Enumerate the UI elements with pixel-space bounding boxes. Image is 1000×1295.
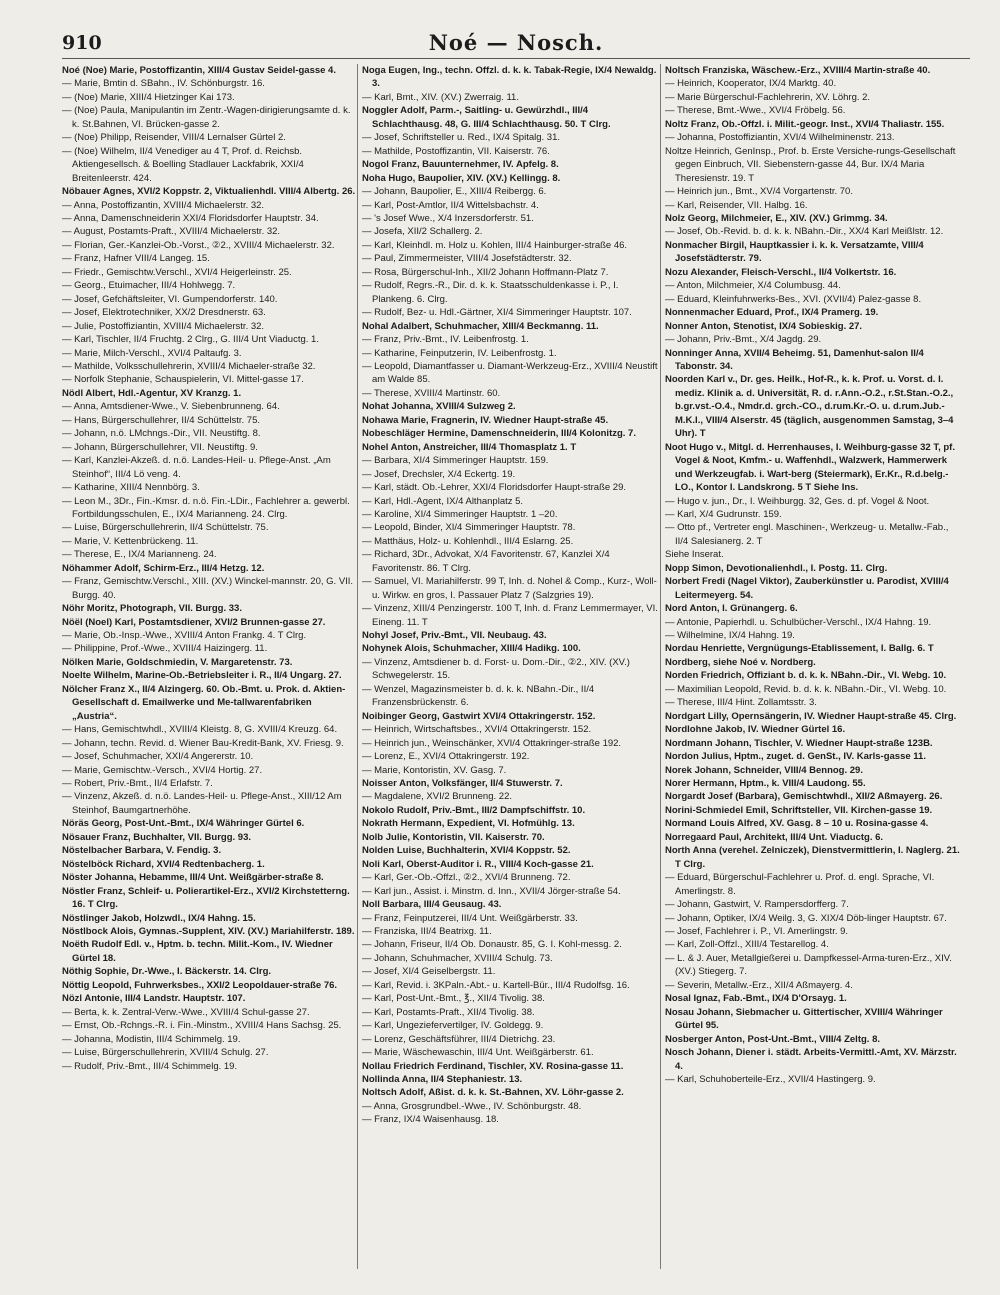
directory-entry: — Josef, Gefchäftsleiter, VI. Gumpendorferstr. 140.: [62, 293, 278, 305]
page-number: 910: [62, 32, 102, 54]
directory-entry: — Norfolk Stephanie, Schauspielerin, VI. Mittel-gasse 17.: [62, 374, 304, 386]
directory-entry: Nohal Adalbert, Schuhmacher, XIII/4 Beckmanng. 11.: [362, 320, 599, 332]
directory-entry: Nolb Julie, Kontoristin, VII. Kaiserstr. 70.: [362, 831, 545, 843]
directory-entry: Noëth Rudolf Edl. v., Hptm. b. techn. Milit.-Kom., IV. Wiedner Gürtel 18.: [62, 939, 333, 964]
directory-entry: — Josef, Schriftsteller u. Red., IX/4 Spitalg. 31.: [362, 132, 561, 144]
directory-entry: — Johann, Optiker, IX/4 Weilg. 3, G. XIX/4 Döb-linger Hauptstr. 67.: [665, 912, 947, 924]
directory-entry: — Johann, techn. Revid. d. Wiener Bau-Kredit-Bank, XV. Friesg. 9.: [62, 737, 344, 749]
directory-columns: [62, 64, 972, 1284]
directory-entry: Nöster Johanna, Hebamme, III/4 Unt. Weißgärber-straße 8.: [62, 872, 324, 884]
directory-entry: Noelte Wilhelm, Marine-Ob.-Betriebsleiter i. R., II/4 Ungarg. 27.: [62, 670, 342, 682]
column-2: [362, 64, 658, 1284]
directory-entry: Nohyl Josef, Priv.-Bmt., VII. Neubaug. 43.: [362, 630, 547, 642]
directory-entry: Noha Hugo, Baupolier, XIV. (XV.) Kellingg. 8.: [362, 172, 561, 184]
directory-entry: Nonner Anton, Stenotist, IX/4 Sobieskig. 27.: [665, 320, 863, 332]
directory-entry: — Josef, Fachlehrer i. P., VI. Amerlingstr. 9.: [665, 926, 849, 937]
directory-entry: — Heinrich, Wirtschaftsbes., XVI/4 Ottakringerstr. 152.: [362, 724, 592, 736]
directory-entry: Nöstelbacher Barbara, V. Fendig. 3.: [62, 845, 222, 857]
directory-entry: — Heinrich, Kooperator, IX/4 Marktg. 40.: [665, 78, 837, 90]
directory-entry: Noltz Franz, Ob.-Offzl. i. Milit.-geogr. Inst., XVI/4 Thaliastr. 155.: [665, 118, 945, 130]
directory-entry: — Karl, Ungeziefervertilger, IV. Goldegg. 9.: [362, 1020, 544, 1032]
directory-entry: — L. & J. Auer, Metallgießerei u. Dampfkessel-Arma-turen-Erz., XIV. (XV.) Stiegerg. 7.: [665, 952, 952, 978]
directory-entry: Nonnenmacher Eduard, Prof., IX/4 Pramerg. 19.: [665, 307, 879, 319]
directory-entry: Nordlohne Jakob, IV. Wiedner Gürtel 16.: [665, 724, 846, 736]
directory-entry: Nosberger Anton, Post-Unt.-Bmt., VIII/4 Zeltg. 8.: [665, 1033, 880, 1045]
directory-entry: Norbert Fredi (Nagel Viktor), Zauberkünstler u. Parodist, XVIII/4 Leitermeyerg. 54.: [665, 576, 949, 601]
directory-entry: — Franz, Priv.-Bmt., IV. Leibenfrostg. 1.: [362, 334, 529, 346]
directory-entry: — Eduard, Kleinfuhrwerks-Bes., XVI. (XVII/4) Palez-gasse 8.: [665, 293, 922, 305]
directory-entry: — Franz, IX/4 Waisenhausg. 18.: [362, 1114, 499, 1126]
directory-entry: Nölken Marie, Goldschmiedin, V. Margaretenstr. 73.: [62, 656, 293, 668]
directory-entry: — Marie, V. Kettenbrückeng. 11.: [62, 535, 199, 547]
directory-entry: Nord Anton, I. Grünangerg. 6.: [665, 603, 798, 615]
directory-entry: Nöstlinger Jakob, Holzwdl., IX/4 Hahng. 15.: [62, 912, 256, 924]
directory-entry: Noé (Noe) Marie, Postoffizantin, XIII/4 Gustav Seidel-gasse 4.: [62, 65, 336, 76]
directory-entry: Noltze Heinrich, GenInsp., Prof. b. Erste Versiche-rungs-Gesellschaft gegen Einbruch, VII. Siebenstern-gasse 44, Bur. IX/4 Maria Theresienstr. 19. T: [665, 145, 956, 184]
directory-entry: Nolden Luise, Buchhalterin, XVI/4 Koppstr. 52.: [362, 845, 571, 857]
directory-entry: — Barbara, XI/4 Simmeringer Hauptstr. 159.: [362, 455, 549, 467]
directory-entry: Nopp Simon, Devotionalienhdl., I. Postg. 11. Clrg.: [665, 562, 888, 574]
directory-entry: — Josef, Drechsler, X/4 Eckertg. 19.: [362, 468, 516, 480]
directory-entry: — Karl, Revid. i. 3KPaln.-Abt.- u. Kartell-Bür., III/4 Rudolfsg. 16.: [362, 979, 630, 991]
directory-entry: Norgardt Josef (Barbara), Gemischtwhdl., XII/2 Aßmayerg. 26.: [665, 791, 943, 803]
directory-entry: Nöttig Leopold, Fuhrwerksbes., XXI/2 Leopoldauer-straße 76.: [62, 979, 338, 991]
directory-entry: — Anna, Amtsdiener-Wwe., V. Siebenbrunneng. 64.: [62, 401, 280, 413]
directory-entry: — Mathilde, Postoffizantin, VII. Kaiserstr. 76.: [362, 145, 550, 157]
directory-entry: — Vinzenz, Akzeß. d. n.ö. Landes-Heil- u. Pflege-Anst., XIII/12 Am Steinhof, Baumgartnerhöhe.: [62, 791, 342, 816]
directory-entry: Nöräs Georg, Post-Unt.-Bmt., IX/4 Währinger Gürtel 6.: [62, 818, 305, 830]
directory-entry: Noli Karl, Oberst-Auditor i. R., VIII/4 Koch-gasse 21.: [362, 858, 594, 870]
directory-entry: — Josef, Elektrotechniker, XX/2 Dresdnerstr. 63.: [62, 307, 266, 319]
directory-entry: — Heinrich jun., Weinschänker, XVI/4 Ottakringer-straße 192.: [362, 737, 622, 749]
directory-entry: — Samuel, VI. Mariahilferstr. 99 T, Inh. d. Nohel & Comp., Kurz-, Woll- u. Wirkw. en gros, I. Passauer Platz 7 (Salzgries 19).: [362, 576, 657, 601]
directory-entry: — Karl, Post-Amtlor, II/4 Wittelsbachstr. 4.: [362, 199, 539, 211]
directory-entry: Nokolo Rudolf, Priv.-Bmt., III/2 Dampfschiffstr. 10.: [362, 804, 586, 816]
directory-entry: — Josef, Ob.-Revid. b. d. k. k. NBahn.-Dir., XX/4 Karl Meißlstr. 12.: [665, 226, 944, 238]
directory-entry: — (Noe) Philipp, Reisender, VIII/4 Lernalser Gürtel 2.: [62, 132, 286, 144]
directory-entry: Noot Hugo v., Mitgl. d. Herrenhauses, I. Weihburg-gasse 32 T, pf. Vogel & Noot, Kmfm.- u. Waffenhdl., Walzwerk, Hammerwerk und Werkzeugfab. i. Wart-berg (Steiermark), Er.Kr., R.d.belg.-LO., Kontor I. Landskrong. 5 T Siehe Ins.: [665, 441, 955, 494]
directory-entry: Nordmann Johann, Tischler, V. Wiedner Haupt-straße 123B.: [665, 737, 933, 749]
directory-entry: — Therese, III/4 Hint. Zollamtsstr. 3.: [665, 697, 817, 709]
directory-entry: Nordau Henriette, Vergnügungs-Etablissement, I. Ballg. 6. T: [665, 643, 934, 655]
directory-entry: Norini-Schmiedel Emil, Schriftsteller, VII. Kirchen-gasse 19.: [665, 804, 933, 816]
directory-entry: Nöhr Moritz, Photograph, VII. Burgg. 33.: [62, 603, 242, 615]
directory-entry: — Franz, Gemischtw.Verschl., XIII. (XV.) Winckel-mannstr. 20, G. VII. Burgg. 40.: [62, 576, 354, 601]
directory-entry: — Wilhelmine, IX/4 Hahng. 19.: [665, 630, 795, 642]
directory-entry: — Karl, Hdl.-Agent, IX/4 Althanplatz 5.: [362, 495, 524, 507]
directory-entry: — Rudolf, Priv.-Bmt., III/4 Schimmelg. 19.: [62, 1060, 238, 1072]
directory-entry: Nozu Alexander, Fleisch-Verschl., II/4 Volkertstr. 16.: [665, 266, 897, 278]
directory-entry: — Leopold, Diamantfasser u. Diamant-Werkzeug-Erz., XVIII/4 Neustift am Walde 85.: [362, 360, 658, 386]
directory-entry: — Franz, Hafner VIII/4 Langeg. 15.: [62, 253, 210, 265]
running-head: Noé — Nosch.: [428, 30, 604, 55]
directory-entry: — Therese, XVIII/4 Martinstr. 60.: [362, 387, 501, 399]
column-3: [665, 64, 961, 1284]
directory-entry: — Eduard, Bürgerschul-Fachlehrer u. Prof. d. engl. Sprache, VI. Amerlingstr. 8.: [665, 872, 935, 897]
directory-entry: — Karoline, XI/4 Simmeringer Hauptstr. 1 –20.: [362, 508, 558, 520]
directory-entry: — Rudolf, Bez- u. Hdl.-Gärtner, XI/4 Simmeringer Hauptstr. 107.: [362, 307, 632, 319]
directory-entry: — Karl, Bmt., XIV. (XV.) Zwerraig. 11.: [362, 91, 519, 103]
directory-entry: Nödl Albert, Hdl.-Agentur, XV Kranzg. 1.: [62, 387, 242, 399]
directory-entry: Norregaard Paul, Architekt, III/4 Unt. Viaductg. 6.: [665, 831, 884, 843]
directory-entry: Nonmacher Birgil, Hauptkassier i. k. k. Versatzamte, VIII/4 Josefstädterstr. 79.: [665, 239, 924, 265]
directory-entry: — Karl, Post-Unt.-Bmt., ℥., XII/4 Tivolig. 38.: [362, 993, 545, 1005]
directory-entry: — Karl, Postamts-Praft., XII/4 Tivolig. 38.: [362, 1006, 535, 1018]
directory-entry: Noibinger Georg, Gastwirt XVI/4 Ottakringerstr. 152.: [362, 710, 596, 722]
directory-entry: — Katharine, XIII/4 Nennbörg. 3.: [62, 482, 200, 494]
directory-entry: — Julie, Postoffiziantin, XVIII/4 Michaelerstr. 32.: [62, 320, 265, 332]
directory-entry: Nordberg, siehe Noé v. Nordberg.: [665, 656, 816, 668]
directory-entry: — Marie, Bmtin d. SBahn., IV. Schönburgstr. 16.: [62, 78, 265, 90]
directory-entry: — Rudolf, Regrs.-R., Dir. d. k. k. Staatsschuldenkasse i. P., I. Plankeng. 6. Clrg.: [362, 280, 619, 305]
directory-entry: Nobeschläger Hermine, Damenschneiderin, III/4 Kolonitzg. 7.: [362, 428, 636, 440]
directory-entry: — Lorenz, E., XVI/4 Ottakringerstr. 192.: [362, 751, 530, 763]
directory-entry: — Heinrich jun., Bmt., XV/4 Vorgartenstr. 70.: [665, 186, 853, 198]
directory-entry: — Johann, n.ö. LMchngs.-Dir., VII. Neustiftg. 8.: [62, 428, 261, 440]
directory-entry: — Anton, Milchmeier, X/4 Columbusg. 44.: [665, 280, 841, 292]
directory-entry: Nokrath Hermann, Expedient, VI. Hofmühlg. 13.: [362, 818, 575, 830]
directory-entry: — Karl, Reisender, VII. Halbg. 16.: [665, 199, 808, 211]
directory-entry: — Vinzenz, Amtsdiener b. d. Forst- u. Dom.-Dir., ②2., XIV. (XV.) Schwegelerstr. 15.: [362, 656, 630, 682]
directory-entry: Nösauer Franz, Buchhalter, VII. Burgg. 93.: [62, 831, 251, 843]
directory-entry: — Anna, Grosgrundbel.-Wwe., IV. Schönburgstr. 48.: [362, 1100, 582, 1112]
directory-entry: — Leopold, Binder, XI/4 Simmeringer Hauptstr. 78.: [362, 522, 576, 534]
directory-entry: — Marie, Milch-Verschl., XVI/4 Paltaufg. 3.: [62, 347, 242, 359]
directory-entry: — Philippine, Prof.-Wwe., XVIII/4 Haizingerg. 11.: [62, 643, 268, 655]
directory-entry: — (Noe) Wilhelm, II/4 Venediger au 4 T, Prof. d. Reichsb. Aktiengesellsch. & Boelling Stadlauer Lackfabrik, XXI/4 Breitenleerstr. 424.: [62, 145, 304, 184]
directory-entry: — Paul, Zimmermeister, VIII/4 Josefstädterstr. 32.: [362, 253, 572, 265]
directory-entry: — Karl, Kleinhdl. m. Holz u. Kohlen, III/4 Hainburger-straße 46.: [362, 239, 628, 251]
directory-entry: Nöhammer Adolf, Schirm-Erz., III/4 Hetzg. 12.: [62, 562, 265, 574]
directory-entry: — Johann, Schuhmacher, XVIII/4 Schulg. 73.: [362, 952, 553, 964]
directory-entry: — Johanna, Modistin, III/4 Schimmelg. 19.: [62, 1033, 241, 1045]
directory-entry: — Marie, Kontoristin, XV. Gasg. 7.: [362, 764, 507, 776]
directory-entry: — Luise, Bürgerschullehrerin, II/4 Schüttelstr. 75.: [62, 522, 269, 534]
directory-entry: Nogol Franz, Bauunternehmer, IV. Apfelg. 8.: [362, 159, 559, 171]
directory-entry: — Johann, Friseur, II/4 Ob. Donaustr. 85, G. I. Kohl-messg. 2.: [362, 939, 622, 951]
directory-entry: Nöthig Sophie, Dr.-Wwe., I. Bäckerstr. 14. Clrg.: [62, 966, 272, 978]
directory-entry: — Karl, städt. Ob.-Lehrer, XXI/4 Floridsdorfer Haupt-straße 29.: [362, 482, 626, 494]
directory-entry: — Vinzenz, XIII/4 Penzingerstr. 100 T, Inh. d. Franz Lemmermayer, VI. Eineng. 11. T: [362, 603, 658, 628]
directory-entry: Nöstlbock Alois, Gymnas.-Supplent, XIV. (XV.) Mariahilferstr. 189.: [62, 926, 355, 937]
directory-entry: Noll Barbara, III/4 Geusaug. 43.: [362, 899, 502, 911]
directory-entry: — Johann, Priv.-Bmt., X/4 Jagdg. 29.: [665, 334, 822, 346]
directory-entry: — Rosa, Bürgerschul-Inh., XII/2 Johann Hoffmann-Platz 7.: [362, 266, 609, 278]
directory-entry: — Therese, E., IX/4 Marianneng. 24.: [62, 549, 217, 561]
directory-entry: — August, Postamts-Praft., XVIII/4 Michaelerstr. 32.: [62, 226, 281, 238]
directory-entry: — Marie, Ob.-Insp.-Wwe., XVIII/4 Anton Frankg. 4. T Clrg.: [62, 630, 307, 642]
directory-entry: — (Noe) Marie, XIII/4 Hietzinger Kai 173.: [62, 91, 235, 103]
directory-entry: Nöël (Noel) Karl, Postamtsdiener, XVI/2 Brunnen-gasse 27.: [62, 616, 326, 628]
directory-entry: — Hans, Bürgerschullehrer, II/4 Schüttelstr. 75.: [62, 414, 261, 426]
directory-entry: — Severin, Metallw.-Erz., XII/4 Aßmayerg. 4.: [665, 979, 853, 991]
directory-entry: — Johann, Gastwirt, V. Rampersdorfferg. 7.: [665, 899, 849, 911]
directory-entry: Norden Friedrich, Offiziant b. d. k. k. NBahn.-Dir., VI. Webg. 10.: [665, 670, 947, 682]
directory-entry: Norer Hermann, Hptm., k. VIII/4 Laudong. 55.: [665, 778, 866, 790]
directory-entry: Noisser Anton, Volksfänger, II/4 Stuwerstr. 7.: [362, 778, 563, 790]
directory-entry: Nölcher Franz X., II/4 Alzingerg. 60. Ob.-Bmt. u. Prok. d. Aktien-Gesellschaft d. Emailwerke und Me-tallwarenfabriken „Austria“.: [62, 683, 346, 722]
directory-entry: Nosch Johann, Diener i. städt. Arbeits-Vermittl.-Amt, XV. Märzstr. 4.: [665, 1047, 957, 1072]
directory-entry: Nollau Friedrich Ferdinand, Tischler, XV. Rosina-gasse 11.: [362, 1060, 624, 1072]
directory-entry: Nohel Anton, Anstreicher, III/4 Thomasplatz 1. T: [362, 441, 577, 453]
directory-entry: — Franz, Feinputzerei, III/4 Unt. Weißgärberstr. 33.: [362, 912, 578, 924]
directory-entry: — Antonie, Papierhdl. u. Schulbücher-Verschl., IX/4 Hahng. 19.: [665, 616, 932, 628]
directory-entry: — Johann, Bürgerschullehrer, VII. Neustiftg. 9.: [62, 441, 258, 453]
directory-entry: — Georg., Etuimacher, III/4 Hohlwegg. 7.: [62, 280, 236, 292]
directory-entry: — Karl, Ger.-Ob.-Offzl., ②2., XVI/4 Brunneng. 72.: [362, 872, 571, 884]
column-1: [62, 64, 358, 1284]
directory-entry: — Otto pf., Vertreter engl. Maschinen-, Werkzeug- u. Metallw.-Fab., II/4 Salesianerg. 2. T: [665, 522, 949, 547]
page-header: [62, 30, 970, 56]
directory-entry: Nohawa Marie, Fragnerin, IV. Wiedner Haupt-straße 45.: [362, 414, 609, 426]
directory-entry: Normand Louis Alfred, XV. Gasg. 8 – 10 u. Rosina-gasse 4.: [665, 818, 929, 830]
directory-entry: Nolz Georg, Milchmeier, E., XIV. (XV.) Grimmg. 34.: [665, 212, 888, 224]
directory-entry: — Matthäus, Holz- u. Kohlenhdl., III/4 Eslarng. 25.: [362, 535, 574, 547]
directory-entry: — Florian, Ger.-Kanzlei-Ob.-Vorst., ②2., XVIII/4 Michaelerstr. 32.: [62, 239, 335, 251]
directory-entry: — Marie, Gemischtw.-Versch., XVI/4 Hortig. 27.: [62, 764, 263, 776]
directory-entry: Nöstelböck Richard, XVI/4 Redtenbacherg. 1.: [62, 858, 265, 870]
directory-entry: — Josef, XI/4 Geiselbergstr. 11.: [362, 966, 496, 978]
directory-entry: — Lorenz, Geschäftsführer, III/4 Dietrichg. 23.: [362, 1033, 556, 1045]
directory-entry: — Robert, Priv.-Bmt., II/4 Erlafstr. 7.: [62, 778, 213, 790]
directory-entry: — Karl jun., Assist. i. Minstm. d. Inn., XVII/4 Jörger-straße 54.: [362, 885, 621, 897]
directory-entry: — Johann, Baupolier, E., XIII/4 Reibergg. 6.: [362, 186, 547, 198]
directory-entry: Nordgart Lilly, Opernsängerin, IV. Wiedner Haupt-straße 45. Clrg.: [665, 710, 957, 722]
directory-entry: Nordon Julius, Hptm., zuget. d. GenSt., IV. Karls-gasse 11.: [665, 751, 926, 763]
directory-entry: Nosau Johann, Siebmacher u. Gittertischer, XVIII/4 Währinger Gürtel 95.: [665, 1006, 943, 1032]
directory-entry: Nohat Johanna, XVIII/4 Sulzweg 2.: [362, 401, 516, 413]
directory-entry: Nosal Ignaz, Fab.-Bmt., IX/4 D'Orsayg. 1.: [665, 993, 847, 1005]
directory-entry: — Luise, Bürgerschullehrerin, XVIII/4 Schulg. 27.: [62, 1047, 269, 1059]
directory-entry: — Josefa, XII/2 Schallerg. 2.: [362, 226, 483, 238]
directory-entry: — Josef, Schuhmacher, XXI/4 Angererstr. 10.: [62, 751, 254, 763]
directory-entry: — Hans, Gemischtwhdl., XVIII/4 Kleistg. 8, G. XVIII/4 Kreuzg. 64.: [62, 724, 338, 736]
directory-entry: Nöstler Franz, Schleif- u. Polierartikel-Erz., XVI/2 Kirchstetterng. 16. T Clrg.: [62, 885, 350, 911]
directory-entry: Nollinda Anna, II/4 Stephaniestr. 13.: [362, 1073, 523, 1085]
directory-entry: Nözl Antonie, III/4 Landstr. Hauptstr. 107.: [62, 993, 246, 1005]
directory-entry: — Katharine, Feinputzerin, IV. Leibenfrostg. 1.: [362, 347, 557, 359]
directory-entry: — Anna, Postoffizantin, XVIII/4 Michaelerstr. 32.: [62, 199, 265, 211]
directory-entry: — Leon M., 3Dr., Fin.-Kmsr. d. n.ö. Fin.-LDir., Fachlehrer a. gewerbl. Fortbildungsschulen, E., IX/4 Marianneng. 24. Clrg.: [62, 495, 350, 520]
directory-entry: — 's Josef Wwe., X/4 Inzersdorferstr. 51.: [362, 212, 534, 224]
directory-entry: — Karl, Zoll-Offzl., XIII/4 Testarellog. 4.: [665, 939, 829, 951]
directory-entry: Norek Johann, Schneider, VIII/4 Bennog. 29.: [665, 764, 863, 776]
directory-entry: — Magdalene, XVI/2 Brunneng. 22.: [362, 791, 512, 803]
directory-entry: — Ernst, Ob.-Rchngs.-R. i. Fin.-Minstm., XVIII/4 Hans Sachsg. 25.: [62, 1020, 342, 1032]
directory-entry: Nonninger Anna, XVII/4 Beheimg. 51, Damenhut-salon II/4 Tabonstr. 34.: [665, 347, 924, 372]
directory-entry: — Hugo v. jun., Dr., I. Weihburgg. 32, Ges. d. pf. Vogel & Noot.: [665, 495, 930, 507]
directory-entry: Nohynek Alois, Schuhmacher, XIII/4 Hadikg. 100.: [362, 643, 581, 655]
directory-entry: Siehe Inserat.: [665, 549, 724, 561]
directory-entry: — Karl, X/4 Gudrunstr. 159.: [665, 508, 782, 520]
directory-entry: — Friedr., Gemischtw.Verschl., XVI/4 Heigerleinstr. 25.: [62, 266, 292, 278]
directory-entry: Noltsch Adolf, Aßist. d. k. k. St.-Bahnen, XV. Löhr-gasse 2.: [362, 1087, 624, 1099]
directory-entry: Noorden Karl v., Dr. ges. Heilk., Hof-R., k. k. Prof. u. Vorst. d. I. mediz. Klinik a. d. Universität, R. d. r.Ann.-O.2., r.St.Stan.-O.2., b.gr.vst.-O.4., Nmdr.d. grch.-CO., d.rum.Kr.-O. u. d.rum.Jub.-M.K.I., VIII/4 Alserstr. 45 (täglich, ausgenommen Samstag, 3–4 Uhr). T: [665, 374, 954, 440]
directory-entry: — Karl, Schuhoberteile-Erz., XVII/4 Hastingerg. 9.: [665, 1073, 876, 1085]
directory-entry: — Maximilian Leopold, Revid. b. d. k. k. NBahn.-Dir., VI. Webg. 10.: [665, 683, 947, 695]
directory-entry: Nöbauer Agnes, XVI/2 Koppstr. 2, Viktualienhdl. VIII/4 Albertg. 26.: [62, 186, 356, 198]
directory-entry: — Marie, Wäschewaschin, III/4 Unt. Weißgärberstr. 61.: [362, 1047, 594, 1059]
directory-entry: — Franziska, III/4 Beatrixg. 11.: [362, 926, 492, 937]
directory-entry: — Berta, k. k. Zentral-Verw.-Wwe., XVIII/4 Schul-gasse 27.: [62, 1006, 310, 1018]
directory-entry: Noltsch Franziska, Wäschew.-Erz., XVIII/4 Martin-straße 40.: [665, 65, 931, 76]
directory-entry: — Karl, Kanzlei-Akzeß. d. n.ö. Landes-Heil- u. Pflege-Anst. „Am Steinhof“, III/4 Lö veng. 4.: [62, 455, 331, 480]
directory-entry: — Marie Bürgerschul-Fachlehrerin, XV. Löhrg. 2.: [665, 91, 871, 103]
directory-entry: — Mathilde, Volksschullehrerin, XVIII/4 Michaeler-straße 32.: [62, 360, 316, 372]
directory-entry: North Anna (verehel. Zelniczek), Dienstvermittlerin, I. Naglerg. 21. T Clrg.: [665, 845, 960, 870]
directory-entry: Noggler Adolf, Parm.-, Saitling- u. Gewürzhdl., III/4 Schlachthausg. 48, G. III/4 Schlachthausg. 50. T Clrg.: [362, 105, 611, 130]
directory-entry: Noga Eugen, Ing., techn. Offzl. d. k. k. Tabak-Regie, IX/4 Newaldg. 3.: [362, 65, 657, 90]
directory-entry: — Therese, Bmt.-Wwe., XVI/4 Fröbelg. 56.: [665, 105, 846, 117]
directory-entry: — Wenzel, Magazinsmeister b. d. k. k. NBahn.-Dir., II/4 Franzensbrückenstr. 6.: [362, 683, 595, 709]
directory-entry: — Karl, Tischler, II/4 Fruchtg. 2 Clrg., G. III/4 Unt Viaductg. 1.: [62, 334, 319, 346]
directory-entry: — Anna, Damenschneiderin XXI/4 Floridsdorfer Hauptstr. 34.: [62, 212, 319, 224]
header-rule: [62, 58, 970, 59]
directory-entry: — (Noe) Paula, Manipulantin im Zentr.-Wagen-dirigierungsamte d. k. k. St.Bahnen, VI. Brücken-gasse 2.: [62, 105, 351, 130]
directory-entry: — Richard, 3Dr., Advokat, X/4 Favoritenstr. 67, Kanzlei X/4 Favoritenstr. 86. T Clrg.: [362, 549, 610, 574]
directory-entry: — Johanna, Postoffiziantin, XVI/4 Wilhelminenstr. 213.: [665, 132, 895, 144]
